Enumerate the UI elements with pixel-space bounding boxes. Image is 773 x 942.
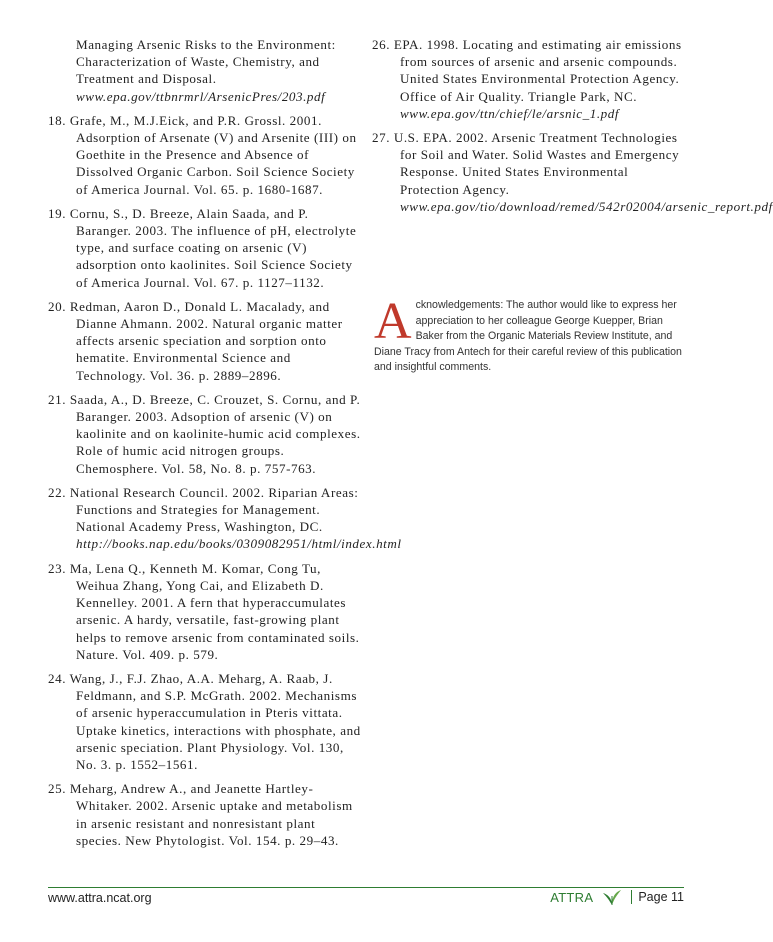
reference-19 <box>48 205 364 291</box>
reference-text: 23. Ma, Lena Q., Kenneth M. Komar, Cong Tu, Weihua Zhang, Yong Cai, and Elizabeth D. Kennelley. 2001. A fern that hyperaccumulates arsenic. A hardy, versatile, fast-growing plant helps to remove arsenic from contaminated soils. Nature. Vol. 409. p. 579. <box>48 560 360 662</box>
reference-22 <box>48 484 402 553</box>
reference-text: 24. Wang, J., F.J. Zhao, A.A. Meharg, A. Raab, J. Feldmann, and S.P. McGrath. 2002. Mechanisms of arsenic hyperaccumulation in Pteris vittata. Uptake kinetics, interactions with phosphate, and arsenic speciation. Plant Physiology. Vol. 130, No. 3. p. 1552–1561. <box>48 670 361 772</box>
footer-branding <box>550 888 684 906</box>
reference-25 <box>48 780 364 849</box>
reference-text: 19. Cornu, S., D. Breeze, Alain Saada, and P. Baranger. 2003. The influence of pH, electrolyte type, and surface coating on arsenic (V) adsorption onto kaolinites. Soil Science Society of America Journal. Vol. 67. p. 1127–1132. <box>48 205 357 290</box>
reference-text: 26. EPA. 1998. Locating and estimating air emissions from sources of arsenic and arsenic compounds. United States Environmental Protection Agency. Office of Air Quality. Triangle Park, NC. <box>372 37 682 104</box>
left-column <box>48 36 402 856</box>
reference-24 <box>48 670 364 773</box>
reference-text: 20. Redman, Aaron D., Donald L. Macalady, and Dianne Ahmann. 2002. Natural organic matter affects arsenic speciation and sorption onto hematite. Environmental Science and Technology. Vol. 36. p. 2889–2896. <box>48 298 343 383</box>
leaf-icon <box>601 888 623 906</box>
reference-23 <box>48 560 364 663</box>
reference-url[interactable]: www.epa.gov/ttn/chief/le/arsnic_1.pdf <box>400 105 620 121</box>
acknowledgements <box>374 293 692 376</box>
page-number: Page 11 <box>631 890 684 904</box>
continuation-line: Managing Arsenic Risks to the Environment: <box>76 37 336 52</box>
acknowledgements-text: cknowledgements: The author would like to express her appreciation to her colleague George Kuepper, Brian Baker from the Organic Materials Review Institute, and Diane Tracy from Antech for their careful review of this publication and insightful comments. <box>374 299 682 374</box>
reference-20 <box>48 298 364 384</box>
reference-url[interactable]: http://books.nap.edu/books/0309082951/html/index.html <box>76 536 402 552</box>
reference-continuation <box>48 36 364 105</box>
reference-21 <box>48 391 364 477</box>
reference-26 <box>372 36 684 122</box>
reference-text: 21. Saada, A., D. Breeze, C. Crouzet, S. Cornu, and P. Baranger. 2003. Adsoption of arsenic (V) on kaolinite and on kaolinite-humic acid complexes. Role of humic acid nitrogen groups. Chemosphere. Vol. 58, No. 8. p. 757-763. <box>48 391 361 476</box>
attra-logo-text: ATTRA <box>550 889 594 905</box>
continuation-line: Characterization of Waste, Chemistry, and <box>76 54 320 70</box>
reference-text: 27. U.S. EPA. 2002. Arsenic Treatment Technologies for Soil and Water. Solid Wastes and Emergency Response. United States Environmental Protection Agency. <box>372 130 680 197</box>
reference-text: 25. Meharg, Andrew A., and Jeanette Hartley-Whitaker. 2002. Arsenic uptake and metabolism in arsenic resistant and nonresistant plant species. New Phytologist. Vol. 154. p. 29–43. <box>48 781 353 848</box>
right-column <box>372 36 773 222</box>
dropcap-letter: A <box>374 293 412 350</box>
reference-url[interactable]: www.epa.gov/tio/download/remed/542r02004/arsenic_report.pdf <box>400 198 773 214</box>
reference-url[interactable]: www.epa.gov/ttbnrmrl/ArsenicPres/203.pdf <box>76 88 326 104</box>
continuation-line: Treatment and Disposal. <box>76 71 217 87</box>
reference-18 <box>48 112 364 198</box>
footer-website[interactable]: www.attra.ncat.org <box>48 891 152 905</box>
reference-text: 22. National Research Council. 2002. Riparian Areas: Functions and Strategies for Management. National Academy Press, Washington, DC. <box>48 484 359 535</box>
reference-text: 18. Grafe, M., M.J.Eick, and P.R. Grossl. 2001. Adsorption of Arsenate (V) and Arsenite (III) on Goethite in the Presence and Absence of Dissolved Organic Carbon. Soil Science Society of America Journal. Vol. 65. p. 1680-1687. <box>48 112 357 197</box>
reference-27 <box>372 129 773 215</box>
